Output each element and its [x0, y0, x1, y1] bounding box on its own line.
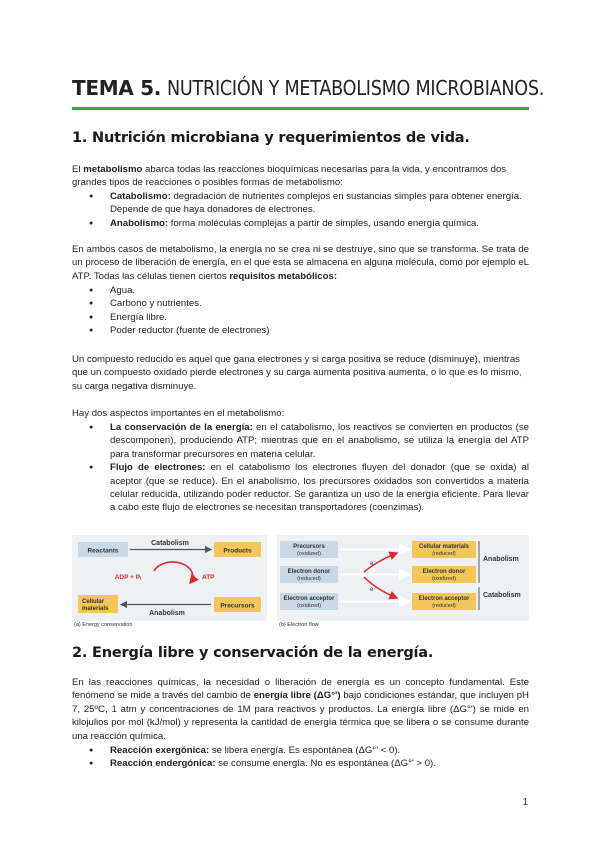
reactions-list [72, 744, 529, 771]
atp-label: ATP [202, 574, 215, 581]
list-item: ● Anabolismo: forma moléculas complejas a partir de simples, usando energía química. [72, 217, 529, 230]
cellular-materials-b-sub: (reduced) [432, 551, 456, 557]
electron-donor-2-sub: (oxidized) [432, 576, 456, 582]
electron-acceptor-2-sub: (reduced) [432, 603, 456, 609]
electron-donor-2-label: Electron donor [422, 569, 466, 575]
paragraph-energia: En ambos casos de metabolismo, la energía no se crea ni se destruye, sino que se transforma. Se trata de un proceso de liberación de energía, en el que esta se almacena en alguna molécula, como por ejemplo eL ATP. Todas las células tienen ciertos requisitos metabólicos: [72, 244, 529, 282]
reactants-label: Reactants [87, 547, 119, 555]
electron-acceptor-2-label: Electron acceptor [418, 596, 470, 602]
paragraph-energia-libre: En las reacciones químicas, la necesidad o liberación de energía es un concepto fundamental. Este fenómeno se mide a través del cambio de energía libre (ΔG°') bajo condiciones estándar, que incluyen pH 7, 25ºC, 1 atm y concentraciones de 1M para reactivos y productos. La energía libre (ΔG°') se mide en kilojulios por mol (kJ/mol) y representa la cantidad de energía térmica que se libera o se consume durante una reacción química. [72, 677, 529, 742]
requirements-list [72, 284, 529, 338]
electron-label-1: e⁻ [370, 561, 377, 567]
products-label: Products [223, 547, 252, 555]
list-item: ● Agua. [72, 284, 529, 297]
adp-label: ADP + Pᵢ [114, 574, 141, 581]
catabolism-b-label: Catabolism [483, 592, 521, 599]
cellular-label: Cellular [82, 599, 105, 605]
materials-label: materials [82, 606, 109, 612]
caption-a: (a) Energy conservation [74, 622, 133, 627]
list-item: ● La conservación de la energía: en el catabolismo, los reactivos se convierten en productos (se descomponen), produciendo ATP; mientras que en el anabolismo, se utiliza la energía del ATP para transformar precursores en materia celular. [72, 421, 529, 461]
electron-label-2: e⁻ [370, 587, 377, 593]
anabolism-label: Anabolism [149, 610, 185, 617]
list-item: ● Flujo de electrones: en el catabolismo los electrones fluyen del donador (que se oxida) al aceptor (que se reduce). En el anabolismo, los precursores oxidados son convertidos a materia celular reducida, utilizando poder reductor. Se garantiza un uso de la energía eficiente. Para llevar a cabo este flujo de electrones se necesitan transportadores (coenzimas). [72, 461, 529, 515]
list-item: ● Poder reductor (fuente de electrones) [72, 324, 529, 337]
title-rule [72, 107, 529, 110]
page-title: TEMA 5. NUTRICIÓN Y METABOLISMO MICROBIANOS. [72, 76, 545, 100]
anabolism-b-label: Anabolism [483, 556, 519, 563]
paragraph-compuesto: Un compuesto reducido es aquel que gana electrones y si carga positiva se reduce (disminuye), mientras que un compuesto oxidado pierde electrones y su carga aumenta positiva aumenta, o lo que es lo mismo, su carga negativa disminuye. [72, 354, 522, 392]
page-number: 1 [522, 797, 528, 808]
list-item: ● Catabolismo: degradación de nutrientes complejos en sustancias simples para obtener energía. Depende de que haya donadores de electrones. [72, 190, 529, 217]
cellular-materials-b-label: Cellular materials [418, 544, 470, 550]
list-item: ● Reacción exergónica: se libera energía. Es espontánea (ΔG°' < 0). [72, 744, 529, 757]
caption-b: (b) Electron flow [279, 622, 319, 627]
electron-acceptor-label: Electron acceptor [283, 596, 335, 602]
metabolism-types-list [72, 190, 529, 230]
section-1-heading: 1. Nutrición microbiana y requerimientos de vida. [72, 130, 470, 146]
metabolism-figure [72, 535, 529, 627]
section-2-heading: 2. Energía libre y conservación de la energía. [72, 645, 434, 661]
precursors-b-label: Precursors [293, 544, 325, 550]
metabolism-diagram [72, 535, 529, 627]
electron-donor-sub: (reduced) [297, 576, 321, 582]
list-item: ● Reacción endergónica: se consume energía. No es espontánea (ΔG°' > 0). [72, 757, 529, 770]
electron-acceptor-sub: (oxidized) [297, 603, 321, 609]
aspects-list [72, 421, 529, 515]
precursors-b-sub: (oxidized) [297, 551, 321, 557]
paragraph-aspectos: Hay dos aspectos importantes en el metabolismo: [72, 408, 285, 419]
precursors-label: Precursors [220, 602, 255, 610]
catabolism-label: Catabolism [151, 540, 189, 547]
paragraph-metabolismo: El metabolismo abarca todas las reacciones bioquímicas necesarias para la vida, y encontramos dos grandes tipos de reacciones o posibles formas de metabolismo: [72, 164, 507, 189]
list-item: ● Energía libre. [72, 311, 529, 324]
list-item: ● Carbono y nutrientes. [72, 297, 529, 310]
electron-donor-label: Electron donor [287, 569, 331, 575]
